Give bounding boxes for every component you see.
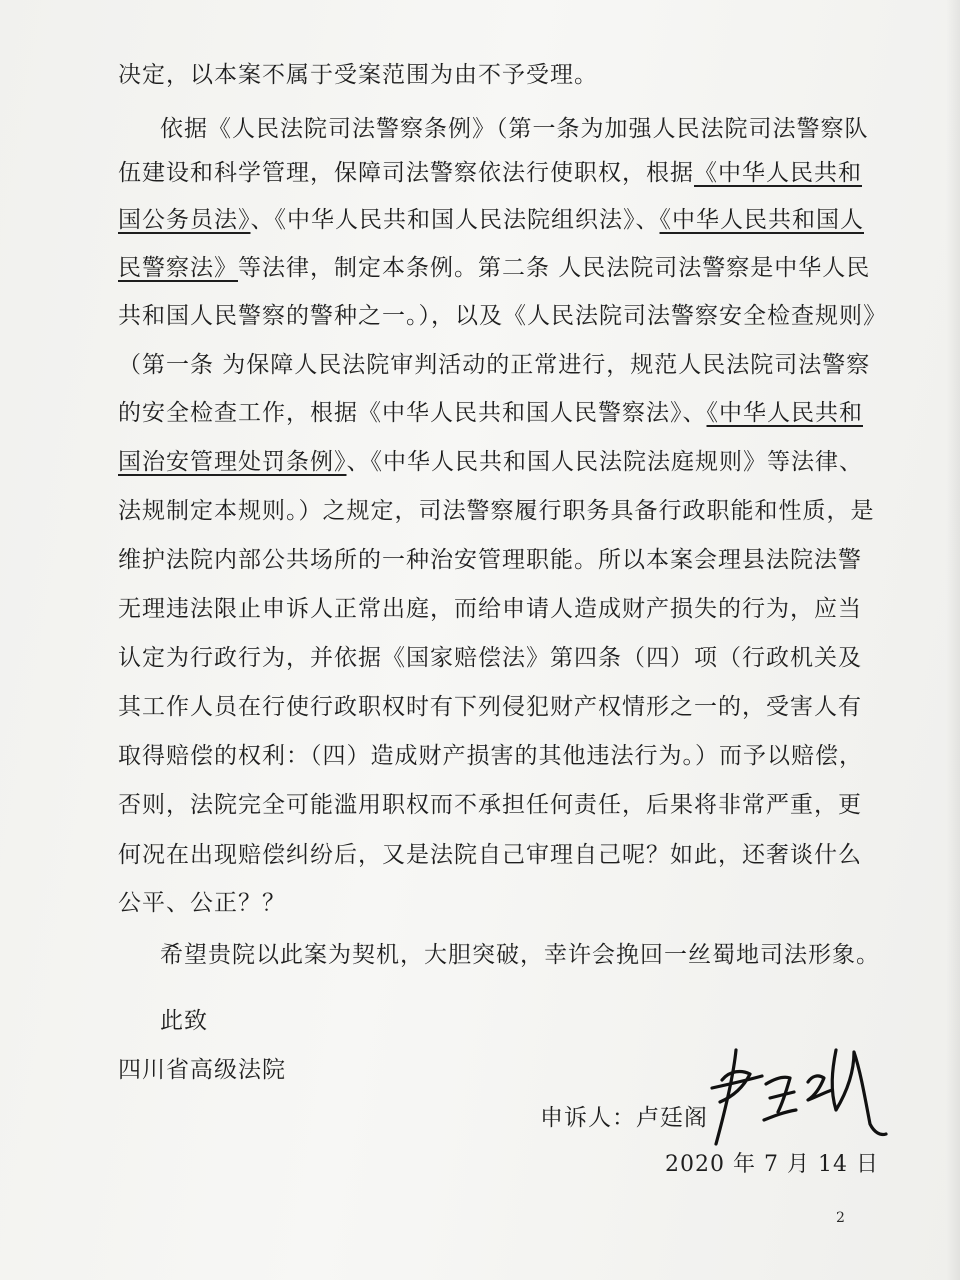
line-13: 认定为行政行为，并依据《国家赔偿法》第四条（四）项（行政机关及 <box>118 645 862 671</box>
line-14: 其工作人员在行使行政职权时有下列侵犯财产权情形之一的，受害人有 <box>118 694 862 720</box>
line-15: 取得赔偿的权利：（四）造成财产损害的其他违法行为。）而予以赔偿， <box>118 743 863 769</box>
line-5 <box>118 253 960 283</box>
line-17: 何况在出现赔偿纠纷后，又是法院自己审理自己呢？如此，还奢谈什么 <box>118 842 862 868</box>
line-10: 法规制定本规则。）之规定，司法警察履行职务具备行政职能和性质，是 <box>118 498 875 524</box>
line-4-text: 、《中华人民共和国人民法院组织法》、 <box>250 207 660 233</box>
line-5-text: 等法律，制定本条例。第二条 人民法院司法警察是中华人民 <box>238 255 871 281</box>
signer-label: 申诉人：卢廷阁 <box>540 1105 708 1131</box>
line-1: 决定，以本案不属于受案范围为由不予受理。 <box>118 62 598 88</box>
line-2: 依据《人民法院司法警察条例》（第一条为加强人民法院司法警察队 <box>160 116 869 142</box>
underlined-reference: 《中华人民共和 <box>694 160 862 186</box>
line-19: 希望贵院以此案为契机，大胆突破，幸许会挽回一丝蜀地司法形象。 <box>160 942 880 968</box>
underlined-reference: 国治安管理处罚条例》 <box>118 449 347 475</box>
line-9 <box>118 447 960 477</box>
underlined-reference: 民警察法》 <box>118 255 238 281</box>
line-4 <box>118 205 960 235</box>
date: 2020 年 7 月 14 日 <box>665 1152 879 1177</box>
line-18: 公平、公正？？ <box>118 890 286 916</box>
line-16: 否则，法院完全可能滥用职权而不承担任何责任，后果将非常严重，更 <box>118 792 862 818</box>
page-number: 2 <box>836 1210 845 1226</box>
line-9-text: 、《中华人民共和国人民法院法庭规则》等法律、 <box>346 449 863 475</box>
handwritten-signature <box>700 1040 890 1150</box>
line-3 <box>118 158 960 188</box>
underlined-reference: 《中华人民共和 <box>706 400 863 426</box>
line-8-text: 的安全检查工作，根据《中华人民共和国人民警察法》、 <box>118 400 707 426</box>
line-3-text: 伍建设和科学管理，保障司法警察依法行使职权，根据 <box>118 160 694 186</box>
recipient: 四川省高级法院 <box>118 1057 286 1083</box>
underlined-reference: 国公务员法》 <box>118 207 251 233</box>
line-12: 无理违法限止申诉人正常出庭，而给申请人造成财产损失的行为，应当 <box>118 596 862 622</box>
line-6: 共和国人民警察的警种之一。），以及《人民法院司法警察安全检查规则》 <box>118 303 887 329</box>
underlined-reference: 《中华人民共和国人 <box>659 207 864 233</box>
line-8 <box>118 398 960 428</box>
salutation: 此致 <box>160 1008 208 1034</box>
line-11: 维护法院内部公共场所的一种治安管理职能。所以本案会理县法院法警 <box>118 547 862 573</box>
line-7: （第一条 为保障人民法院审判活动的正常进行，规范人民法院司法警察 <box>118 352 871 378</box>
